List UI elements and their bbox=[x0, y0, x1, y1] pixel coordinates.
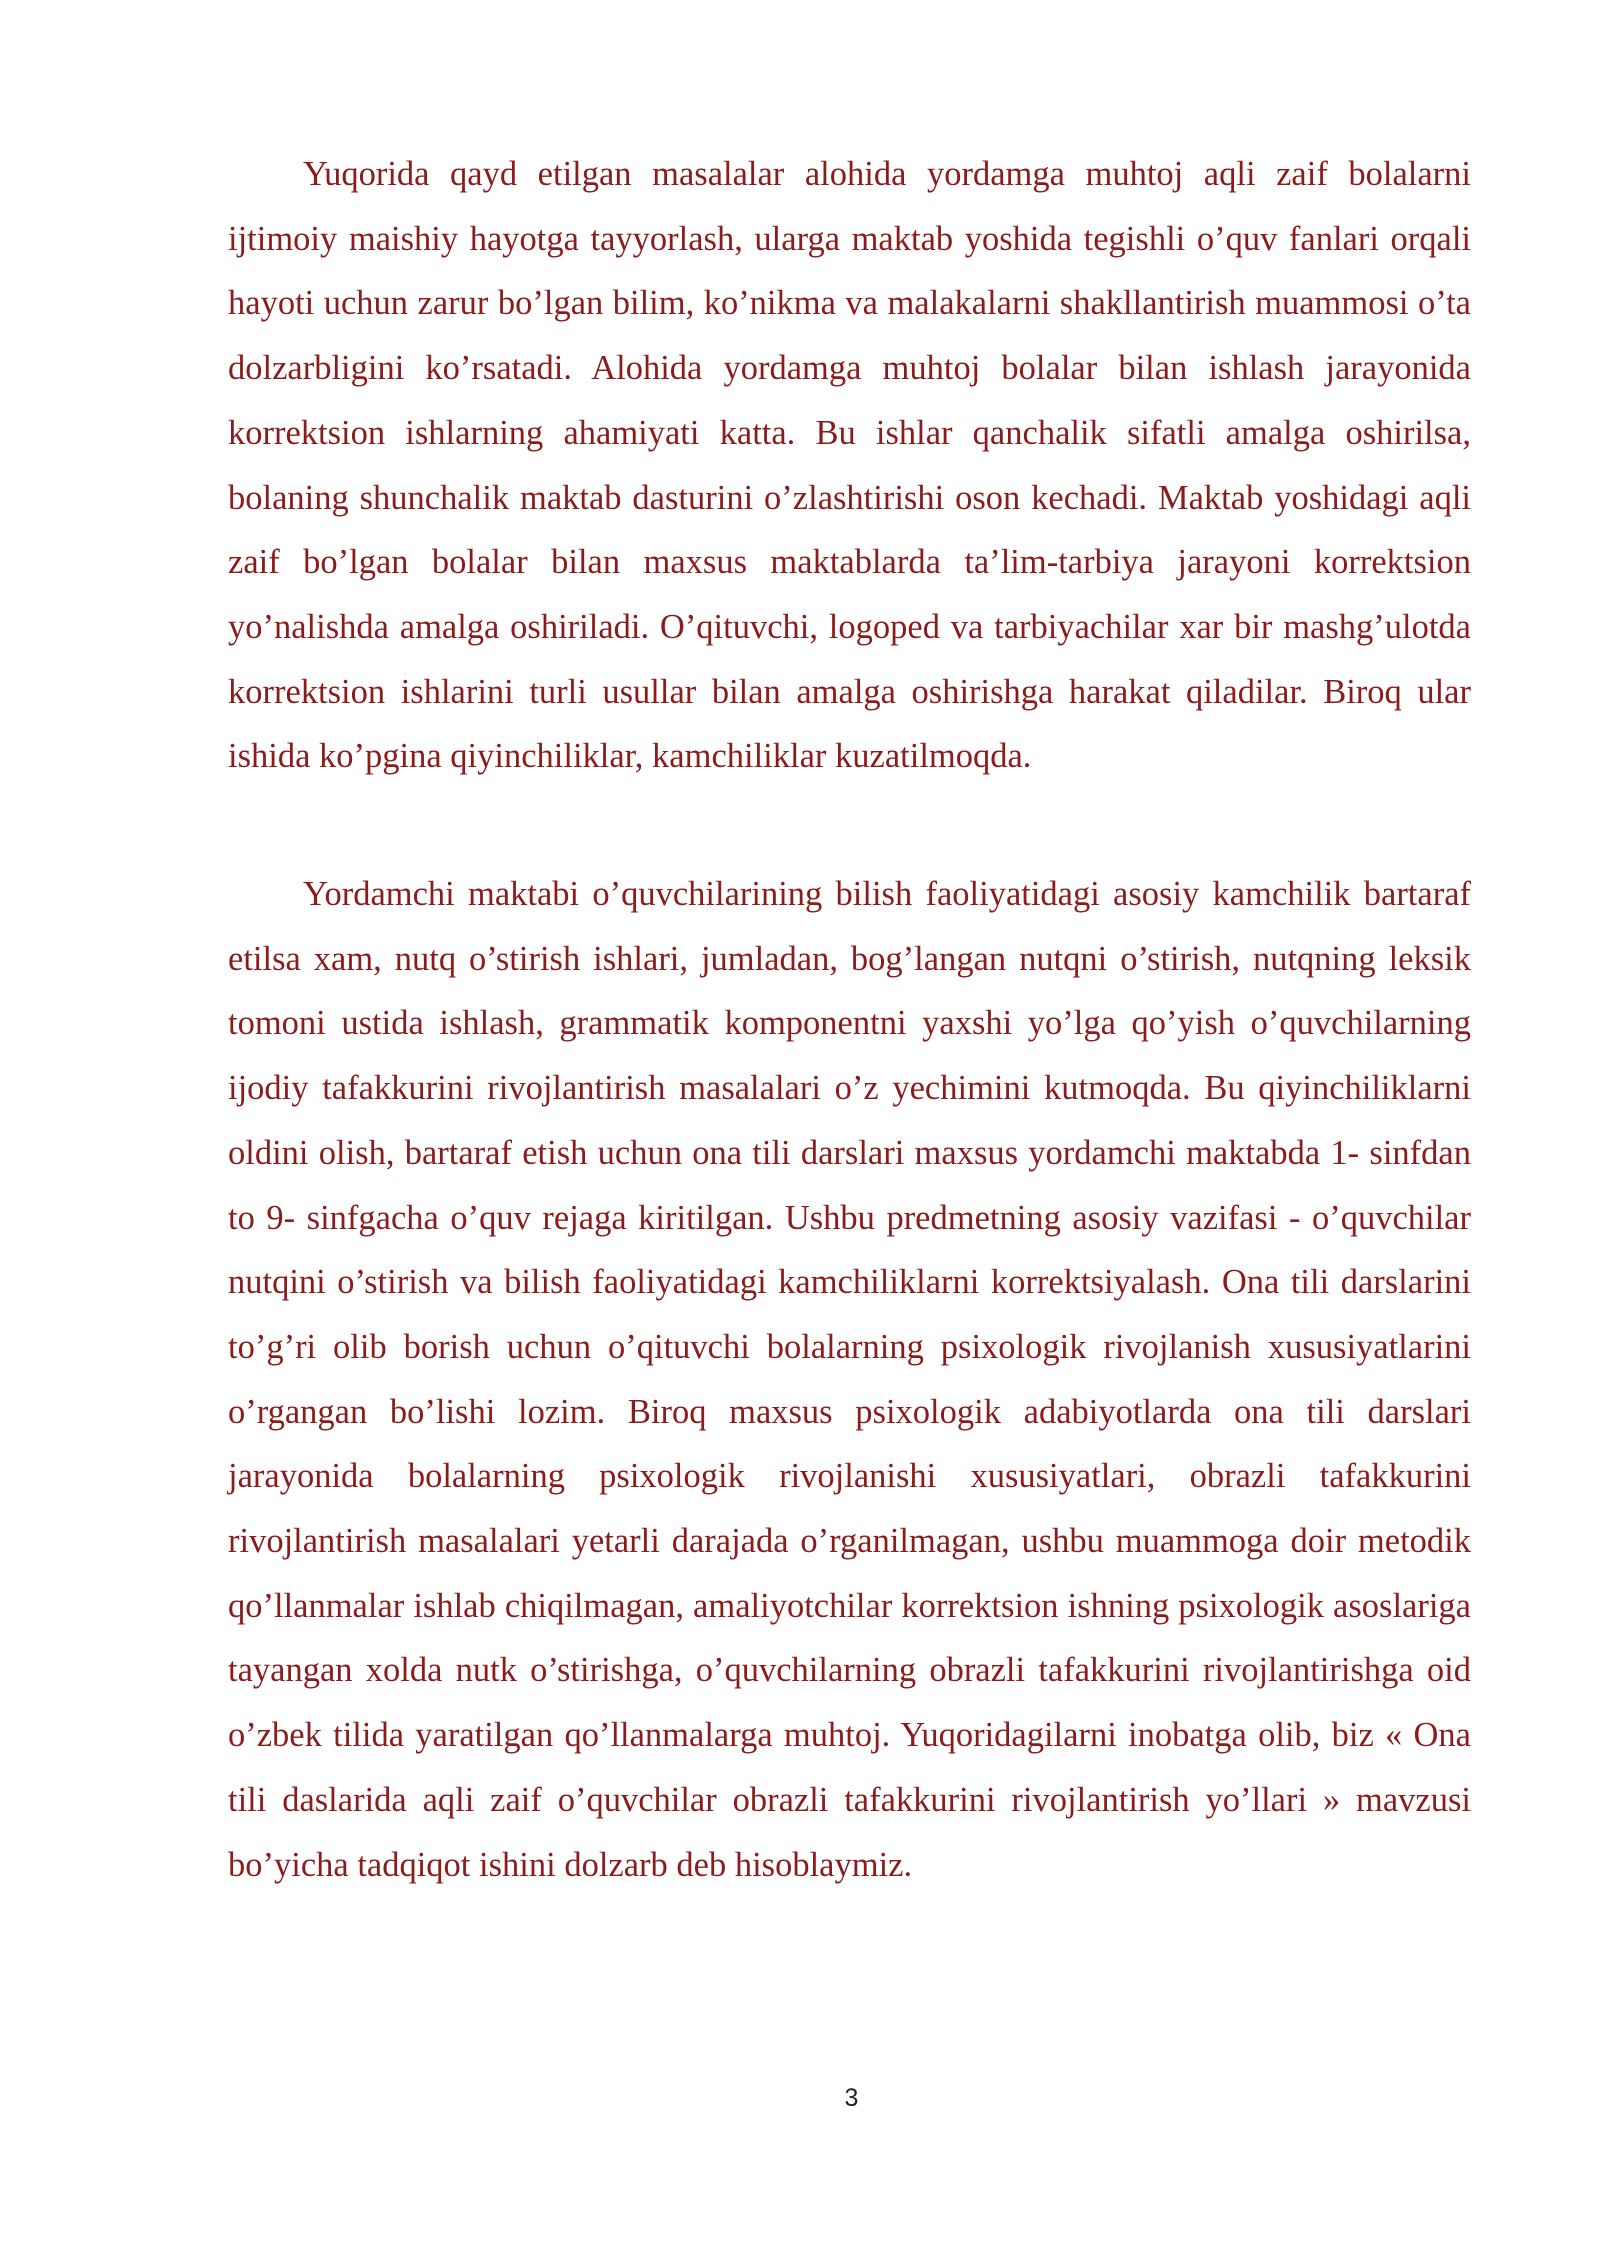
body-paragraph-2 bbox=[228, 862, 1471, 1897]
paragraph-text: Yuqorida qayd etilgan masalalar alohida yordamga muhtoj aqli zaif bolalarni ijtimoiy maishiy hayotga tayyorlash, ularga maktab yoshida tegishli o’quv fanlari orqali hayoti uchun zarur bo’lgan bilim, ko’nikma va malakalarni shakllantirish muammosi o’ta dolzarbligini ko’rsatadi. Alohida yordamga muhtoj bolalar bilan ishlash jarayonida korrektsion ishlarning ahamiyati katta. Bu ishlar qanchalik sifatli amalga oshirilsa, bolaning shunchalik maktab dasturini o’zlashtirishi oson kechadi. Maktab yoshidagi aqli zaif bo’lgan bolalar bilan maxsus maktablarda ta’lim-tarbiya jarayoni korrektsion yo’nalishda amalga oshiriladi. O’qituvchi, logoped va tarbiyachilar xar bir mashg’ulotda korrektsion ishlarini turli usullar bilan amalga oshirishga harakat qiladilar. Biroq ular ishida ko’pgina qiyinchiliklar, kamchiliklar kuzatilmoqda. bbox=[228, 155, 1471, 776]
body-paragraph-1 bbox=[228, 142, 1471, 789]
page-number: 3 bbox=[844, 2084, 859, 2112]
paragraph-text: Yordamchi maktabi o’quvchilarining bilish faoliyatidagi asosiy kamchilik bartaraf etilsa xam, nutq o’stirish ishlari, jumladan, bog’langan nutqni o’stirish, nutqning leksik tomoni ustida ishlash, grammatik komponentni yaxshi yo’lga qo’yish o’quvchilarning ijodiy tafakkurini rivojlantirish masalalari o’z yechimini kutmoqda. Bu qiyinchiliklarni oldini olish, bartaraf etish uchun ona tili darslari maxsus yordamchi maktabda 1- sinfdan to 9- sinfgacha o’quv rejaga kiritilgan. Ushbu predmetning asosiy vazifasi - o’quvchilar nutqini o’stirish va bilish faoliyatidagi kamchiliklarni korrektsiyalash. Ona tili darslarini to’g’ri olib borish uchun o’qituvchi bolalarning psixologik rivojlanish xususiyatlarini o’rgangan bo’lishi lozim. Biroq maxsus psixologik adabiyotlarda ona tili darslari jarayonida bolalarning psixologik rivojlanishi xususiyatlari, obrazli tafakkurini rivojlantirish masalalari yetarli darajada o’rganilmagan, ushbu muammoga doir metodik qo’llanmalar ishlab chiqilmagan, amaliyotchilar korrektsion ishning psixologik asoslariga tayangan xolda nutk o’stirishga, o’quvchilarning obrazli tafakkurini rivojlantirishga oid o’zbek tilida yaratilgan qo’llanmalarga muhtoj. Yuqoridagilarni inobatga olib, biz « Ona tili daslarida aqli zaif o’quvchilar obrazli tafakkurini rivojlantirish yo’llari » mavzusi bo’yicha tadqiqot ishini dolzarb deb hisoblaymiz. bbox=[228, 875, 1471, 1884]
